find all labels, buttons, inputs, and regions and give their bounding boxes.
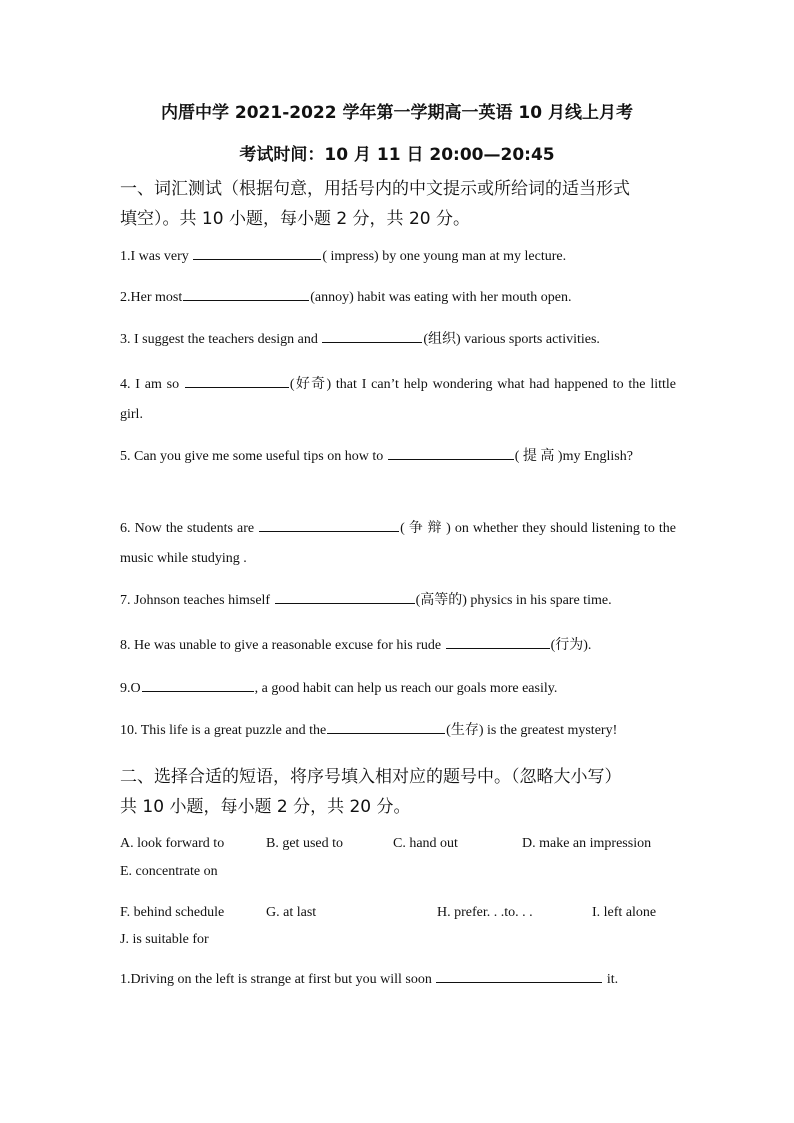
section2-heading bbox=[120, 762, 680, 822]
answer-blank[interactable] bbox=[388, 444, 514, 460]
s1-question-7 bbox=[120, 586, 676, 616]
option-d: D. make an impression bbox=[522, 836, 652, 851]
s1-question-3 bbox=[120, 325, 676, 355]
question-text-before: 10. This life is a great puzzle and the bbox=[120, 723, 327, 738]
question-text-before: 7. Johnson teaches himself bbox=[120, 593, 274, 608]
option-h: H. prefer. . .to. . . bbox=[437, 905, 533, 920]
question-text-after: (高等的) physics in his spare time. bbox=[415, 593, 612, 608]
s1-question-8 bbox=[120, 631, 676, 661]
s1-question-5 bbox=[120, 442, 676, 472]
section1-heading-line1: 一、词汇测试（根据句意，用括号内的中文提示或所给词的适当形式 bbox=[120, 179, 630, 199]
question-text-before: 8. He was unable to give a reasonable excuse for his rude bbox=[120, 638, 445, 653]
answer-blank[interactable] bbox=[142, 676, 254, 692]
option-j: J. is suitable for bbox=[120, 932, 209, 947]
question-text-before: 6. Now the students are bbox=[120, 521, 259, 536]
s2-question-1 bbox=[120, 965, 676, 995]
s1-question-2 bbox=[120, 283, 676, 313]
question-text-before: 2.Her most bbox=[120, 290, 183, 305]
question-text-before: 1.I was very bbox=[120, 249, 193, 264]
option-g: G. at last bbox=[266, 905, 317, 920]
question-text-after: (好奇) that I can’t help wondering what had happened to the little girl. bbox=[120, 377, 676, 422]
s1-question-4 bbox=[120, 370, 676, 430]
option-b: B. get used to bbox=[266, 836, 343, 851]
question-text-after: (组织) various sports activities. bbox=[423, 332, 600, 347]
question-text-after: ( 争 辩 ) on whether they should listening to the music while studying . bbox=[120, 521, 676, 566]
option-a: A. look forward to bbox=[120, 836, 225, 851]
answer-blank[interactable] bbox=[193, 244, 321, 260]
option-f: F. behind schedule bbox=[120, 905, 225, 920]
answer-blank[interactable] bbox=[327, 718, 445, 734]
question-text-before: 1.Driving on the left is strange at first but you will soon bbox=[120, 972, 436, 987]
option-e: E. concentrate on bbox=[120, 864, 218, 879]
exam-time: 考试时间：10 月 11 日 20:00—20:45 bbox=[239, 145, 555, 165]
s1-question-10 bbox=[120, 716, 676, 746]
answer-blank[interactable] bbox=[322, 327, 422, 343]
answer-blank[interactable] bbox=[446, 633, 550, 649]
section1-heading-line2: 填空）。共 10 小题，每小题 2 分，共 20 分。 bbox=[120, 209, 471, 229]
question-text-after: (行为). bbox=[550, 638, 592, 653]
section1-heading bbox=[120, 174, 680, 234]
option-c: C. hand out bbox=[393, 836, 458, 851]
answer-blank[interactable] bbox=[259, 516, 399, 532]
option-i: I. left alone bbox=[592, 905, 657, 920]
question-text-after: , a good habit can help us reach our goals more easily. bbox=[254, 681, 558, 696]
s1-question-6 bbox=[120, 514, 676, 574]
question-text-after: (生存) is the greatest mystery! bbox=[446, 723, 618, 738]
question-text-before: 3. I suggest the teachers design and bbox=[120, 332, 322, 347]
section2-heading-line1: 二、选择合适的短语，将序号填入相对应的题号中。（忽略大小写） bbox=[120, 767, 622, 787]
section2-heading-line2: 共 10 小题，每小题 2 分，共 20 分。 bbox=[120, 797, 411, 817]
answer-blank[interactable] bbox=[183, 285, 309, 301]
answer-blank[interactable] bbox=[275, 588, 415, 604]
s1-question-9 bbox=[120, 674, 676, 704]
answer-blank[interactable] bbox=[185, 372, 289, 388]
question-text-before: 9.O bbox=[120, 681, 141, 696]
exam-title: 内厝中学 2021-2022 学年第一学期高一英语 10 月线上月考 bbox=[160, 103, 633, 123]
question-text-after: (annoy) habit was eating with her mouth open. bbox=[310, 290, 572, 305]
s1-question-1 bbox=[120, 242, 676, 272]
question-text-before: 5. Can you give me some useful tips on how to bbox=[120, 449, 387, 464]
answer-blank[interactable] bbox=[436, 967, 602, 983]
question-text-after: ( impress) by one young man at my lecture. bbox=[322, 249, 567, 264]
question-text-after: ( 提 高 )my English? bbox=[514, 449, 633, 464]
question-text-after: it. bbox=[603, 972, 619, 987]
question-text-before: 4. I am so bbox=[120, 377, 184, 392]
